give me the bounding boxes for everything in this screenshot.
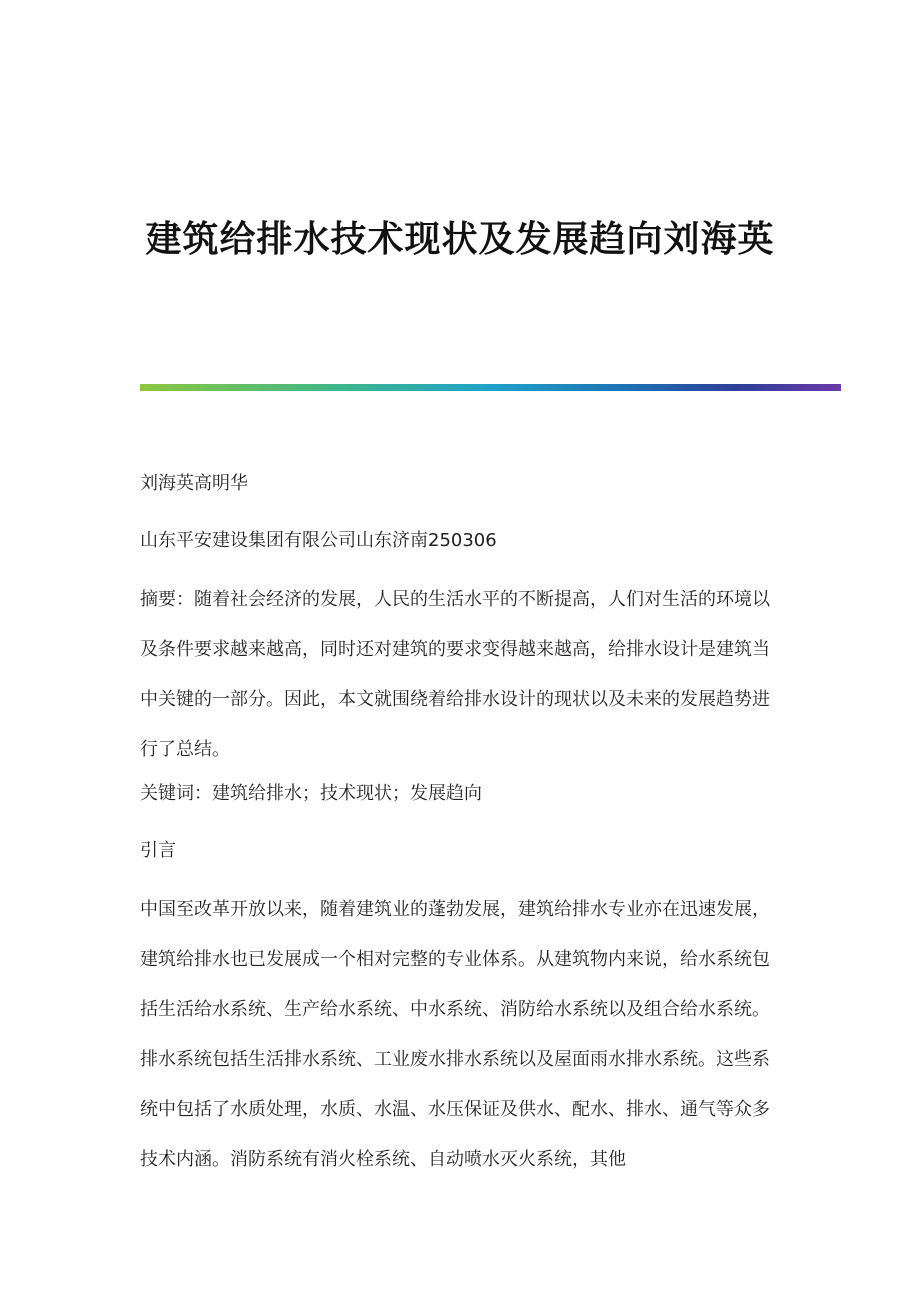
- gradient-divider: [140, 384, 841, 391]
- introduction-paragraph: 中国至改革开放以来，随着建筑业的蓬勃发展，建筑给排水专业亦在迅速发展，建筑给排水也已发展成一个相对完整的专业体系。从建筑物内来说，给水系统包括生活给水系统、生产给水系统、中水系统、消防给水系统以及组合给水系统。排水系统包括生活排水系统、工业废水排水系统以及屋面雨水排水系统。这些系统中包括了水质处理，水质、水温、水压保证及供水、配水、排水、通气等众多技术内涵。消防系统有消火栓系统、自动喷水灭火系统，其他: [140, 899, 770, 1170]
- abstract-paragraph: 摘要：随着社会经济的发展，人民的生活水平的不断提高，人们对生活的环境以及条件要求越来越高，同时还对建筑的要求变得越来越高，给排水设计是建筑当中关键的一部分。因此，本文就围绕着给排水设计的现状以及未来的发展趋势进行了总结。: [140, 589, 770, 760]
- section-heading-introduction: 引言: [140, 840, 176, 861]
- author-names: 刘海英高明华: [140, 473, 248, 494]
- document-title: 建筑给排水技术现状及发展趋向刘海英: [145, 218, 775, 260]
- author-affiliation: 山东平安建设集团有限公司山东济南250306: [140, 530, 497, 551]
- keywords-line: 关键词：建筑给排水；技术现状；发展趋向: [140, 783, 482, 804]
